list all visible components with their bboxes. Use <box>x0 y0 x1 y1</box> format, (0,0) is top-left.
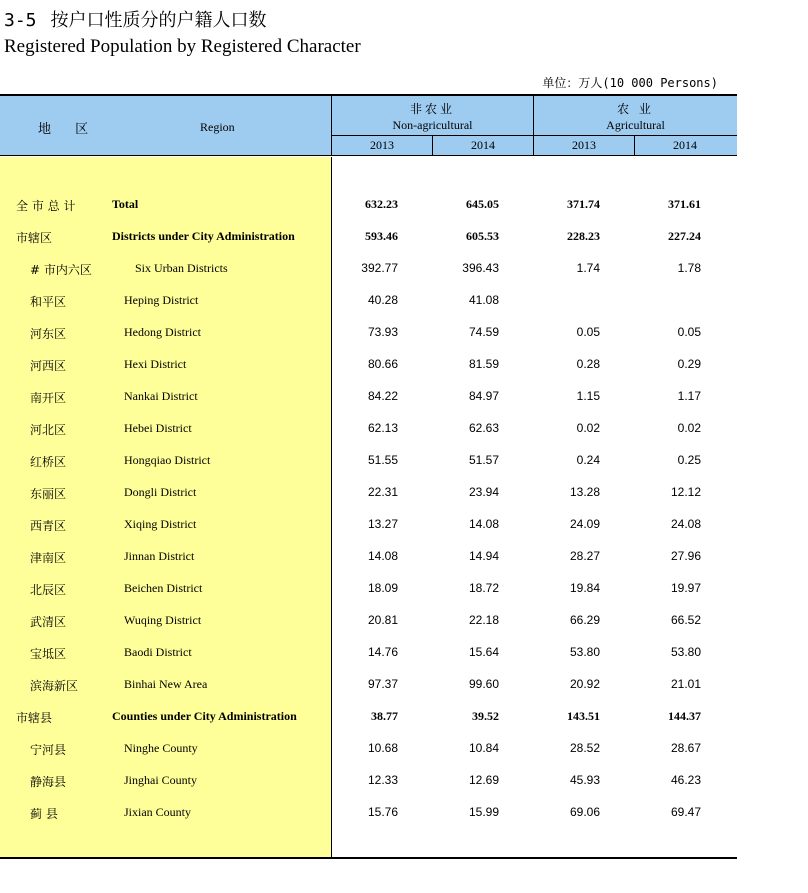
table-row <box>0 579 737 599</box>
value-cell: 12.12 <box>670 485 701 499</box>
value-cell: 53.80 <box>569 645 600 659</box>
value-cell: 0.02 <box>677 421 701 435</box>
region-cn: 北辰区 <box>30 583 67 597</box>
value-cell: 1.17 <box>677 389 701 403</box>
value-cell: 605.53 <box>466 229 499 243</box>
value-cell: 62.13 <box>367 421 398 435</box>
region-en: Jixian County <box>124 805 192 819</box>
value-cell: 53.80 <box>670 645 701 659</box>
value-cell: 51.57 <box>468 453 499 467</box>
table-row <box>0 451 737 471</box>
value-cell: 14.08 <box>468 517 499 531</box>
value-cell: 0.05 <box>576 325 600 339</box>
header-area-cn: 地 区 <box>38 122 99 137</box>
region-en: Heping District <box>124 293 199 307</box>
value-cell: 15.64 <box>468 645 499 659</box>
region-en: Hedong District <box>124 325 201 339</box>
value-cell: 645.05 <box>466 197 499 211</box>
value-cell: 41.08 <box>468 293 499 307</box>
value-cell: 69.47 <box>670 805 701 819</box>
header-region-en: Region <box>200 120 235 134</box>
value-cell: 12.33 <box>367 773 398 787</box>
region-cn: 东丽区 <box>30 487 67 501</box>
region-en: Xiqing District <box>124 517 197 531</box>
value-cell: 22.31 <box>367 485 398 499</box>
value-cell: 20.92 <box>569 677 600 691</box>
table-row <box>0 707 737 727</box>
table-row <box>0 387 737 407</box>
table-row <box>0 483 737 503</box>
table-row <box>0 675 737 695</box>
value-cell: 144.37 <box>668 709 701 723</box>
region-en: Wuqing District <box>124 613 202 627</box>
region-cn: 蓟 县 <box>30 807 58 821</box>
value-cell: 632.23 <box>365 197 398 211</box>
region-cn: 河东区 <box>30 327 67 341</box>
value-cell: 15.99 <box>468 805 499 819</box>
group-agricultural <box>534 96 737 133</box>
region-en: Jinghai County <box>124 773 198 787</box>
region-en: Beichen District <box>124 581 203 595</box>
value-cell: 74.59 <box>468 325 499 339</box>
value-cell: 392.77 <box>361 261 398 275</box>
region-en: Ninghe County <box>124 741 198 755</box>
value-cell: 80.66 <box>367 357 398 371</box>
value-cell: 0.28 <box>576 357 600 371</box>
region-cn: 西青区 <box>30 519 67 533</box>
value-cell: 1.74 <box>576 261 600 275</box>
group-cn: 农 业 <box>617 102 654 116</box>
region-en: Counties under City Administration <box>112 709 297 723</box>
value-cell: 143.51 <box>567 709 600 723</box>
header-bottom-rule <box>0 155 737 156</box>
value-cell: 1.15 <box>576 389 600 403</box>
value-cell: 593.46 <box>365 229 398 243</box>
region-en: Hebei District <box>124 421 192 435</box>
region-en: Dongli District <box>124 485 197 499</box>
value-cell: 14.76 <box>367 645 398 659</box>
value-cell: 15.76 <box>367 805 398 819</box>
region-cn: 津南区 <box>30 551 67 565</box>
value-cell: 22.18 <box>468 613 499 627</box>
table-row <box>0 195 737 215</box>
value-cell: 227.24 <box>668 229 701 243</box>
table-row <box>0 291 737 311</box>
group-non-agricultural <box>332 96 533 133</box>
value-cell: 40.28 <box>367 293 398 307</box>
table-row <box>0 771 737 791</box>
value-cell: 45.93 <box>569 773 600 787</box>
region-en: Hongqiao District <box>124 453 211 467</box>
value-cell: 38.77 <box>371 709 398 723</box>
table-bottom-rule <box>0 857 737 859</box>
region-cn: 宁河县 <box>30 743 67 757</box>
value-cell: 0.02 <box>576 421 600 435</box>
value-cell: 19.84 <box>569 581 600 595</box>
unit-label: 单位：万人(10 000 Persons) <box>542 76 718 90</box>
region-cn: 和平区 <box>30 295 67 309</box>
region-cn: 全 市 总 计 <box>16 199 76 213</box>
table-title-cn <box>4 6 267 32</box>
value-cell: 371.74 <box>567 197 600 211</box>
region-en: Six Urban Districts <box>135 261 228 275</box>
year-header: 2014 <box>471 138 495 152</box>
value-cell: 0.25 <box>677 453 701 467</box>
value-cell: 13.27 <box>367 517 398 531</box>
table-row <box>0 643 737 663</box>
group-en: Agricultural <box>606 118 665 132</box>
region-en: Total <box>112 197 139 211</box>
value-cell: 23.94 <box>468 485 499 499</box>
region-cn: 市辖区 <box>16 231 53 245</box>
value-cell: 28.67 <box>670 741 701 755</box>
value-cell: 1.78 <box>677 261 701 275</box>
year-header: 2014 <box>673 138 697 152</box>
value-cell: 66.29 <box>569 613 600 627</box>
value-cell: 18.72 <box>468 581 499 595</box>
region-cn: 红桥区 <box>30 455 67 469</box>
value-cell: 19.97 <box>670 581 701 595</box>
value-cell: 24.09 <box>569 517 600 531</box>
value-cell: 28.27 <box>569 549 600 563</box>
table-row <box>0 323 737 343</box>
region-en: Nankai District <box>124 389 198 403</box>
region-cn: 静海县 <box>30 775 67 789</box>
value-cell: 371.61 <box>668 197 701 211</box>
value-cell: 51.55 <box>367 453 398 467</box>
table-row <box>0 739 737 759</box>
value-cell: 46.23 <box>670 773 701 787</box>
value-cell: 69.06 <box>569 805 600 819</box>
value-cell: 14.08 <box>367 549 398 563</box>
region-en: Binhai New Area <box>124 677 208 691</box>
value-cell: 66.52 <box>670 613 701 627</box>
value-cell: 28.52 <box>569 741 600 755</box>
table-number: 3-5 <box>4 10 37 31</box>
year-header: 2013 <box>572 138 596 152</box>
value-cell: 14.94 <box>468 549 499 563</box>
table-title-en: Registered Population by Registered Character <box>4 36 361 57</box>
value-cell: 13.28 <box>569 485 600 499</box>
value-cell: 228.23 <box>567 229 600 243</box>
table-row <box>0 355 737 375</box>
header-subrule <box>331 135 737 136</box>
table-row <box>0 611 737 631</box>
region-cn: 武清区 <box>30 615 67 629</box>
region-en: Baodi District <box>124 645 192 659</box>
title-cn-text: 按户口性质分的户籍人口数 <box>50 10 267 31</box>
value-cell: 84.22 <box>367 389 398 403</box>
value-cell: 84.97 <box>468 389 499 403</box>
value-cell: 73.93 <box>367 325 398 339</box>
table-row <box>0 259 737 279</box>
value-cell: 0.29 <box>677 357 701 371</box>
region-en: Hexi District <box>124 357 187 371</box>
value-cell: 12.69 <box>468 773 499 787</box>
value-cell: 62.63 <box>468 421 499 435</box>
value-cell: 396.43 <box>462 261 499 275</box>
region-en: Districts under City Administration <box>112 229 295 243</box>
region-cn: 滨海新区 <box>30 679 79 693</box>
table-row <box>0 547 737 567</box>
table-row <box>0 515 737 535</box>
group-cn: 非农业 <box>409 102 455 116</box>
group-en: Non-agricultural <box>392 118 473 132</box>
value-cell: 39.52 <box>472 709 499 723</box>
value-cell: 10.84 <box>468 741 499 755</box>
value-cell: 99.60 <box>468 677 499 691</box>
table-header <box>0 96 737 156</box>
year-header: 2013 <box>370 138 394 152</box>
value-cell: 27.96 <box>670 549 701 563</box>
region-cn: 宝坻区 <box>30 647 67 661</box>
table-row <box>0 227 737 247</box>
value-cell: 0.05 <box>677 325 701 339</box>
region-en: Jinnan District <box>124 549 195 563</box>
value-cell: 24.08 <box>670 517 701 531</box>
region-cn: 河北区 <box>30 423 67 437</box>
value-cell: 97.37 <box>367 677 398 691</box>
value-cell: 0.24 <box>576 453 600 467</box>
region-cn: # 市内六区 <box>30 263 92 277</box>
value-cell: 10.68 <box>367 741 398 755</box>
value-cell: 20.81 <box>367 613 398 627</box>
region-cn: 南开区 <box>30 391 67 405</box>
value-cell: 18.09 <box>367 581 398 595</box>
table-row <box>0 803 737 823</box>
region-cn: 市辖县 <box>16 711 53 725</box>
region-cn: 河西区 <box>30 359 67 373</box>
value-cell: 81.59 <box>468 357 499 371</box>
value-cell: 21.01 <box>670 677 701 691</box>
table-row <box>0 419 737 439</box>
